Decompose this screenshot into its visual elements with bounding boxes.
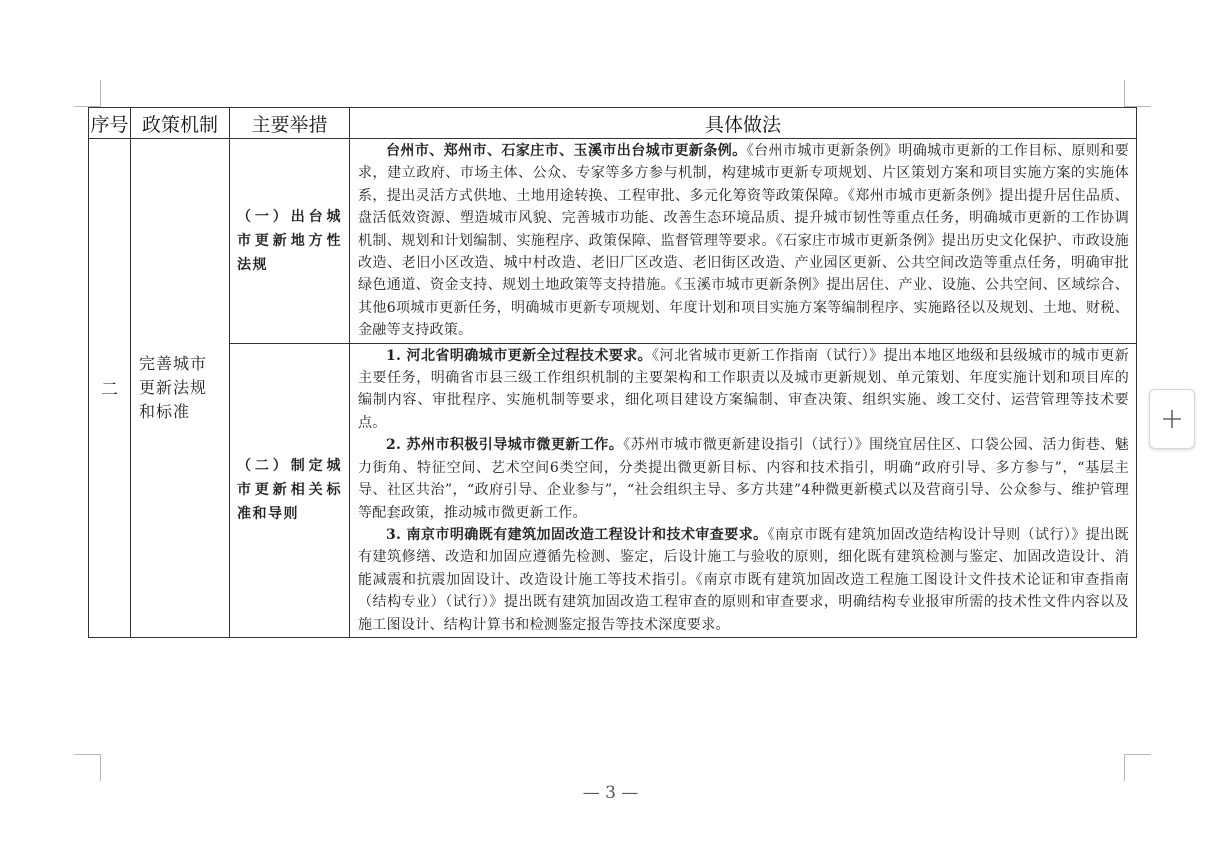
measure-title: （二）制定城市更新相关标准和导则 <box>230 343 350 637</box>
table-header-row <box>89 108 1137 139</box>
paragraph-body: 《河北省城市更新工作指南（试行）》提出本地区地级和县级城市的城市更新主要任务，明确省市县三级工作组织机制的主要架构和工作职责以及城市更新规划、单元策划、年度实施计划和项目库的编制内容、审批程序、实施机制等要求，细化项目建设方案编制、审查决策、组织实施、竣工交付、运营管理等技术要点。 <box>358 347 1129 431</box>
measure-title: （一）出台城市更新地方性法规 <box>230 139 350 344</box>
crop-mark-bottom-right <box>1124 754 1151 781</box>
detail-paragraph <box>358 345 1129 435</box>
table-row <box>89 343 1137 637</box>
policy-table <box>88 107 1137 638</box>
header-mechanism: 政策机制 <box>131 108 230 139</box>
detail-cell <box>350 139 1137 344</box>
paragraph-lead: 3. 南京市明确既有建筑加固改造工程设计和技术审查要求。 <box>386 526 768 543</box>
paragraph-lead: 台州市、郑州市、石家庄市、玉溪市出台城市更新条例。 <box>386 143 747 159</box>
detail-paragraph <box>358 434 1129 524</box>
table-row <box>89 139 1137 344</box>
paragraph-lead: 1. 河北省明确城市更新全过程技术要求。 <box>386 347 653 364</box>
crop-mark-bottom-left <box>74 754 101 781</box>
paragraph-body: 《苏州市城市微更新建设指引（试行）》围绕宜居住区、口袋公园、活力街巷、魅力街角、特征空间、艺术空间6类空间，分类提出微更新目标、内容和技术指引，明确“政府引导、多方参与”，“基层主导、社区共治”，“政府引导、企业参与”，“社会组织主导、多方共建”4种微更新模式以及营商引导、公众参与、维护管理等配套政策，推动城市微更新工作。 <box>358 437 1129 521</box>
header-measures: 主要举措 <box>230 108 350 139</box>
crop-mark-top-left <box>74 80 101 107</box>
crop-mark-top-right <box>1124 80 1151 107</box>
mechanism-cell: 完善城市更新法规和标准 <box>131 139 230 638</box>
detail-paragraph <box>358 524 1129 636</box>
page-number: — 3 — <box>582 783 639 803</box>
paragraph-lead: 2. 苏州市积极引导城市微更新工作。 <box>386 437 624 454</box>
row-number: 二 <box>89 139 131 638</box>
detail-paragraph <box>358 140 1129 342</box>
detail-cell <box>350 343 1137 637</box>
add-button[interactable] <box>1149 389 1195 449</box>
header-details: 具体做法 <box>350 108 1137 139</box>
plus-icon <box>1161 408 1183 430</box>
paragraph-body: 《台州市城市更新条例》明确城市更新的工作目标、原则和要求，建立政府、市场主体、公众、专家等多方参与机制，构建城市更新专项规划、片区策划方案和项目实施方案的实施体系，提出灵活方式供地、土地用途转换、工程审批、多元化筹资等政策保障。《郑州市城市更新条例》提出提升居住品质、盘活低效资源、塑造城市风貌、完善城市功能、改善生态环境品质、提升城市韧性等重点任务，明确城市更新的工作协调机制、规划和计划编制、实施程序、政策保障、监督管理等要求。《石家庄市城市更新条例》提出历史文化保护、市政设施改造、老旧小区改造、城中村改造、老旧厂区改造、老旧街区改造、产业园区更新、公共空间改造等重点任务，明确审批绿色通道、资金支持、规划土地政策等支持措施。《玉溪市城市更新条例》提出居住、产业、设施、公共空间、区域综合、其他6项城市更新任务，明确城市更新专项规划、年度计划和项目实施方案等编制程序、实施路径以及规划、土地、财税、金融等支持政策。 <box>358 143 1129 339</box>
header-serial: 序号 <box>89 108 131 139</box>
paragraph-body: 《南京市既有建筑加固改造结构设计导则（试行）》提出既有建筑修缮、改造和加固应遵循先检测、鉴定，后设计施工与验收的原则，细化既有建筑检测与鉴定、加固改造设计、消能减震和抗震加固设计、改造设计施工等技术指引。《南京市既有建筑加固改造工程施工图设计文件技术论证和审查指南（结构专业）（试行）》提出既有建筑加固改造工程审查的原则和审查要求，明确结构专业报审所需的技术性文件内容以及施工图设计、结构计算书和检测鉴定报告等技术深度要求。 <box>358 526 1129 633</box>
